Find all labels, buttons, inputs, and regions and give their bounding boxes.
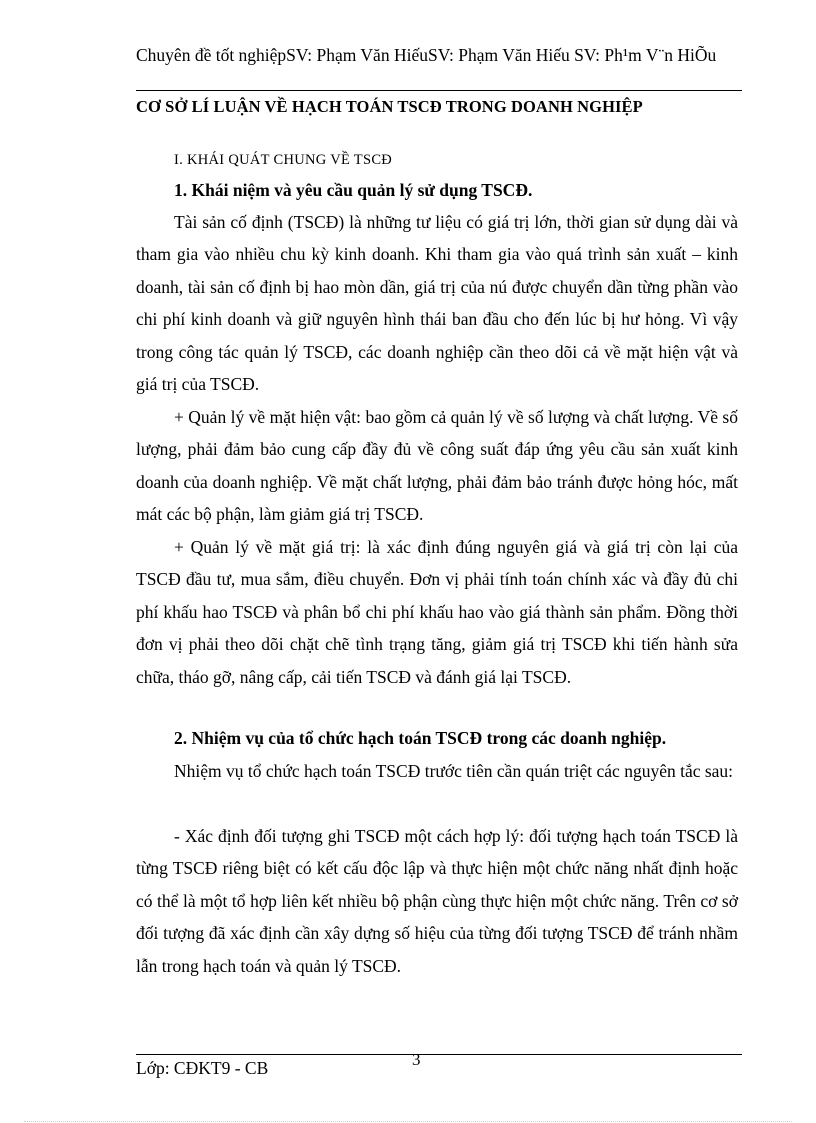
- header-divider: [136, 90, 742, 91]
- footer-class-label: Lớp: CĐKT9 - CB: [136, 1058, 269, 1078]
- document-title: CƠ SỞ LÍ LUẬN VỀ HẠCH TOÁN TSCĐ TRONG DOANH NGHIỆP: [136, 97, 643, 116]
- footer-divider: [136, 1054, 742, 1055]
- paragraph-1: Tài sản cố định (TSCĐ) là những tư liệu có giá trị lớn, thời gian sử dụng dài và tham gia vào nhiều chu kỳ kinh doanh. Khi tham gia vào quá trình sản xuất – kinh doanh, tài sản cố định bị hao mòn dần, giá trị của nú được chuyển dần từng phần vào chi phí kinh doanh và giữ nguyên hình thái ban đầu cho đến lúc bị hư hỏng. Vì vậy trong công tác quản lý TSCĐ, các doanh nghiệp cần theo dõi cả về mặt hiện vật và giá trị của TSCĐ.: [136, 212, 738, 395]
- paragraph-5: - Xác định đối tượng ghi TSCĐ một cách hợp lý: đối tượng hạch toán TSCĐ là từng TSCĐ riêng biệt có kết cấu độc lập và thực hiện một chức năng nhất định hoặc có thể là một tổ hợp liên kết nhiều bộ phận cùng thực hiện một chức năng. Trên cơ sở đối tượng đã xác định cần xây dựng số hiệu của từng đối tượng TSCĐ để tránh nhầm lẫn trong hạch toán và quản lý TSCĐ.: [136, 826, 738, 976]
- page-number: 3: [412, 1050, 421, 1069]
- running-header: Chuyên đề tốt nghiệpSV: Phạm Văn HiếuSV: Phạm Văn Hiếu SV: Ph¹m V¨n HiÕu: [136, 45, 717, 65]
- subheading-2: 2. Nhiệm vụ của tổ chức hạch toán TSCĐ trong các doanh nghiệp.: [174, 728, 667, 748]
- paragraph-3: + Quản lý về mặt giá trị: là xác định đúng nguyên giá và giá trị còn lại của TSCĐ đầu tư, mua sắm, điều chuyển. Đơn vị phải tính toán chính xác và đầy đủ chi phí khấu hao TSCĐ và phân bổ chi phí khấu hao vào giá thành sản phẩm. Đồng thời đơn vị phải theo dõi chặt chẽ tình trạng tăng, giảm giá trị TSCĐ khi tiến hành sửa chữa, tháo gỡ, nâng cấp, cải tiến TSCĐ và đánh giá lại TSCĐ.: [136, 537, 738, 687]
- paragraph-2: + Quản lý về mặt hiện vật: bao gồm cả quản lý về số lượng và chất lượng. Về số lượng, phải đảm bảo cung cấp đầy đủ về công suất đáp ứng yêu cầu sản xuất kinh doanh của doanh nghiệp. Về mặt chất lượng, phải đảm bảo tránh được hỏng hóc, mất mát các bộ phận, làm giảm giá trị TSCĐ.: [136, 407, 738, 525]
- subheading-1: 1. Khái niệm và yêu cầu quản lý sử dụng TSCĐ.: [174, 180, 533, 200]
- section-heading: I. KHÁI QUÁT CHUNG VỀ TSCĐ: [174, 152, 393, 168]
- paragraph-4: Nhiệm vụ tổ chức hạch toán TSCĐ trước tiên cần quán triệt các nguyên tắc sau:: [174, 761, 734, 781]
- page-edge-divider: [24, 1121, 792, 1122]
